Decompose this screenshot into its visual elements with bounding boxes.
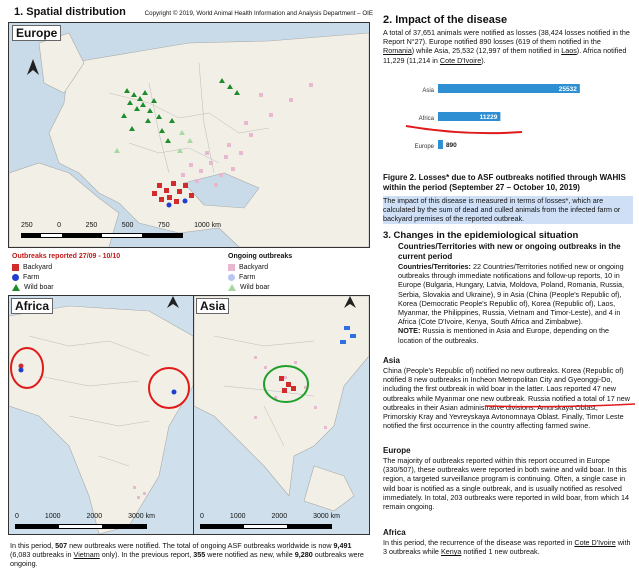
text: In this period, (10, 541, 56, 550)
europe-paragraph: The majority of outbreaks reported within this report occurred in Europe (330/507), these outbreaks were reported in both swine and wild boar. In this region, a targeted surveillance program is continuing. Often, a single case in wild boar is notified as a single outbreak, and is usually notified as resolved immediately. In total, 203 outbreaks were reported in wild boar, from which 14 remain ongoing. (383, 456, 629, 512)
data-label: 890 (445, 142, 457, 149)
scale-label: 0 (57, 222, 62, 229)
text: In this period, the recurrence of the disease was reported in (383, 538, 575, 547)
legend-ongoing (228, 253, 292, 292)
section-title-impact: 2. Impact of the disease (383, 14, 508, 26)
text: new outbreaks were notified. The total of ongoing ASF outbreaks worldwide is now (67, 541, 334, 550)
count-previous-ongoing: 9,280 (294, 550, 313, 559)
wild-boar-triangle-icon (228, 284, 236, 291)
farm-circle-icon (228, 274, 235, 281)
asia-paragraph: China (People's Republic of) notified no new outbreaks. Korea (Republic of) notified 8 new outbreaks in Incheon Metropolitan City and Gyeonggi-Do, including the first outbreak in wild boar in the latter. Laos reported 47 new outbreaks while Myanmar one new outbreak. Russia notified a total of 17 new outbreaks in their Asian administrative divisions: Amurskaya Oblast, Primorskiy Kray and Yevreyskaya Avtonomnaya Oblast. Finally, Timor Leste notified the first occurrence in the country affecting farmed swine. (383, 366, 630, 431)
count-new: 507 (55, 541, 68, 550)
text: 22 Countries/Territories notified new or ongoing outbreaks through immediate notifications and follow-up reports, 10 in Europe (Bulgaria, Hungary, Latvia, Moldova, Poland, Romania, Russia, Serbia, Slovakia and Ukraine), 9 in Asia (China (People's Republic of), Korea (Democratic People's Republic of), Korea (Republic of), Laos, Myanmar, the Philippines, Russia, Vietnam and Timor-Leste), and 4 in Africa (Cote D'Ivoire, Kenya, South Africa and Zimbabwe). (398, 262, 624, 327)
count-previous-new: 355 (193, 550, 206, 559)
copyright-text: Copyright © 2019, World Animal Health Information and Analysis Department – OIE (144, 10, 373, 17)
section-title-spatial: 1. Spatial distribution (14, 6, 126, 18)
legend-label: Wild boar (240, 283, 270, 291)
asia-heading: Asia (383, 356, 400, 365)
scale-label: 750 (157, 222, 170, 229)
legend-label: Wild boar (24, 283, 54, 291)
link-vietnam[interactable]: Vietnam (73, 550, 100, 559)
subsection-title: Countries/Territories with new or ongoing outbreaks in the current period (398, 242, 621, 261)
farm-circle-icon (12, 274, 19, 281)
wild-boar-triangle-icon (12, 284, 20, 291)
asia-map (193, 295, 370, 535)
text: outbreaks were ongoing. (10, 550, 364, 568)
europe-scale-bar (21, 233, 183, 238)
europe-heading: Europe (383, 446, 411, 455)
category-label: Europe (414, 144, 434, 150)
backyard-square-icon (12, 264, 19, 271)
africa-scale-labels (15, 513, 155, 520)
text: only). In the previous report, (99, 550, 194, 559)
category-label: Asia (422, 88, 434, 94)
legend-label: Farm (23, 273, 40, 281)
section-title-changes: 3. Changes in the epidemiological situation (383, 230, 579, 241)
text: with 3 outbreaks while (383, 538, 631, 557)
footer-summary (10, 541, 370, 568)
legend-label: Backyard (23, 263, 53, 271)
legend-label: Backyard (239, 263, 269, 271)
count-ongoing: 9,491 (333, 541, 352, 550)
text: ). Africa notified 11,229 (11,214 in (383, 46, 627, 65)
link-laos[interactable]: Laos (561, 46, 577, 56)
africa-scale-bar (15, 524, 147, 529)
asia-map-canvas (194, 296, 369, 534)
scale-label: 500 (121, 222, 134, 229)
losses-bar-chart (400, 78, 630, 170)
legend-label: Farm (239, 273, 256, 281)
backyard-square-icon (228, 264, 235, 271)
legend-ongoing-title: Ongoing outbreaks (228, 253, 293, 260)
note-label: NOTE: (398, 326, 421, 336)
data-label: 25532 (558, 86, 577, 93)
asia-scale-labels (200, 513, 340, 520)
scale-label: 1000 (229, 513, 246, 520)
link-romania[interactable]: Romania (383, 46, 412, 56)
north-arrow-icon (167, 296, 179, 308)
scale-label: 250 (85, 222, 98, 229)
scale-label: 1000 (44, 513, 61, 520)
link-cote-divoire[interactable]: Cote D'Ivoire (574, 538, 616, 547)
impact-note: The impact of this disease is measured in terms of losses*, which are calculated by the sum of dead and culled animals from the infected farm or backyard premises of the reported outbreak. (383, 196, 633, 224)
bar-europe (438, 140, 443, 149)
scale-label: 0 (15, 513, 19, 520)
africa-map-canvas (9, 296, 193, 534)
countries-label: Countries/Territories: (398, 262, 471, 271)
africa-map (8, 295, 194, 535)
scale-label: 250 (21, 222, 33, 229)
scale-label: 2000 (86, 513, 103, 520)
europe-map-label: Europe (12, 25, 61, 41)
legend-reported (12, 253, 120, 292)
scale-label: 0 (200, 513, 204, 520)
europe-map (8, 22, 370, 248)
text: notified 1 new outbreak. (461, 547, 540, 557)
text: were notified as new, while (205, 550, 295, 559)
africa-paragraph (383, 538, 633, 556)
scale-label: 2000 (271, 513, 288, 520)
link-cote-divoire[interactable]: Cote D'Ivoire (439, 55, 482, 65)
africa-heading: Africa (383, 528, 406, 537)
asia-scale-bar (200, 524, 332, 529)
scale-label: 3000 km (313, 513, 340, 520)
annotation-underline (404, 122, 524, 136)
countries-paragraph (398, 262, 633, 345)
legend-reported-title: Outbreaks reported 27/09 - 10/10 (12, 253, 121, 260)
scale-label: 3000 km (128, 513, 155, 520)
category-label: Africa (418, 116, 434, 122)
europe-map-canvas (9, 23, 369, 247)
data-label: 11229 (479, 114, 498, 121)
impact-paragraph (383, 28, 631, 65)
text: ) while Asia, 25,532 (12,997 of them notified in (411, 46, 562, 56)
africa-map-label: Africa (11, 298, 53, 314)
text: (6,083 outbreaks in (10, 550, 74, 559)
scale-label: 1000 km (194, 222, 221, 229)
europe-scale-labels (21, 222, 221, 229)
figure-caption: Figure 2. Losses* due to ASF outbreaks notified through WAHIS within the period (September 27 – October 10, 2019) (383, 173, 626, 192)
text: Russia is mentioned in Asia and Europe, depending on the location of the outbreaks. (398, 326, 609, 345)
annotation-underline (485, 401, 635, 409)
text: ). (481, 55, 486, 65)
link-kenya[interactable]: Kenya (440, 547, 462, 557)
text: A total of 37,651 animals were notified as losses (38,424 losses notified in the Report N°27). Europe notified 890 losses (619 of them notified in the (383, 28, 630, 47)
asia-map-label: Asia (196, 298, 229, 314)
